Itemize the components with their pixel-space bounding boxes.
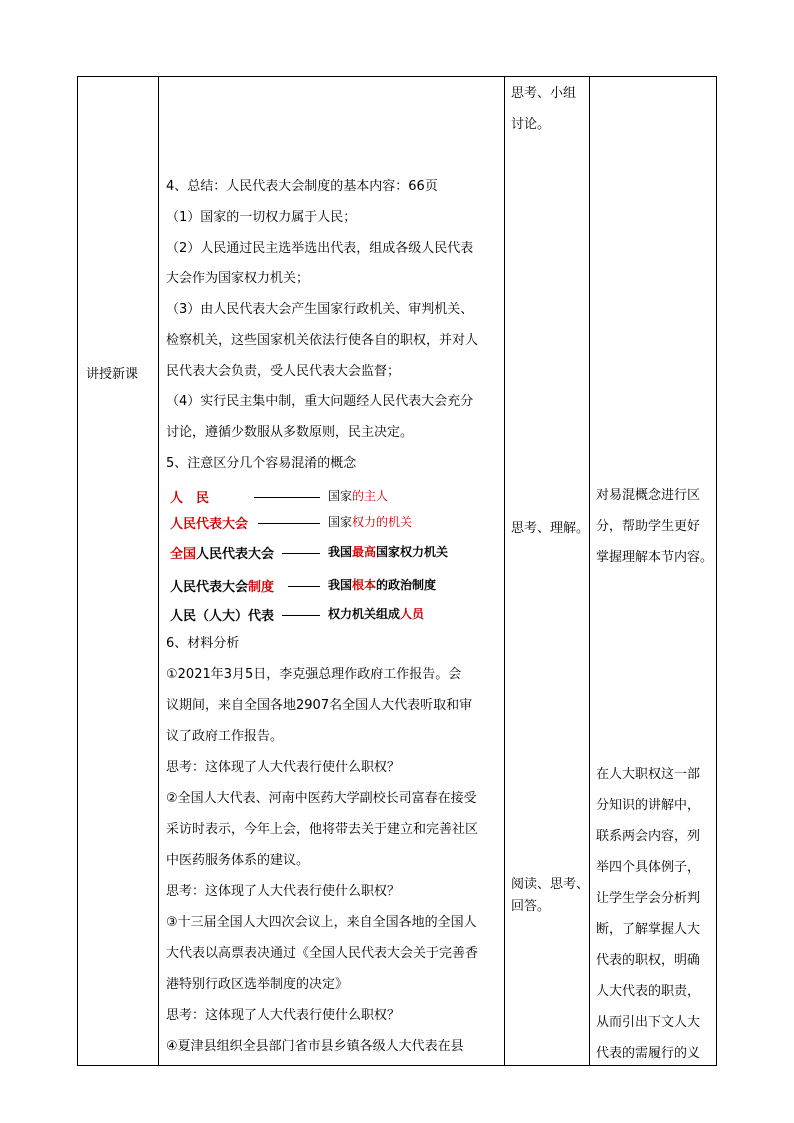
content-line: 中医药服务体系的建议。	[166, 853, 310, 868]
content-line: 检察机关，这些国家机关依法行使各自的职权，并对人	[166, 333, 479, 348]
stage-column	[78, 77, 158, 1065]
concept-definition: 国家权力的机关	[328, 515, 413, 529]
concept-connector-line	[282, 553, 320, 554]
student-activity-line: 思考、小组	[511, 86, 577, 101]
heading-5: 5、注意区分几个容易混淆的概念	[166, 456, 357, 471]
content-line: 港特别行政区选举制度的决定》	[166, 977, 349, 992]
design-note-line: 分，帮助学生更好	[596, 519, 701, 534]
design-note-line: 掌握理解本节内容。	[596, 550, 714, 565]
concept-definition: 国家的主人	[328, 489, 389, 503]
concept-connector-line	[288, 586, 320, 587]
content-line: 讨论，遵循少数服从多数原则，民主决定。	[166, 425, 414, 440]
content-line: （3）由人民代表大会产生国家行政机关、审判机关、	[166, 302, 474, 317]
content-line: 思考：这体现了人大代表行使什么职权？	[166, 1008, 401, 1023]
student-activity-line: 回答。	[511, 899, 551, 914]
design-note-line: 让学生学会分析判	[596, 891, 701, 906]
design-note-line: 断，了解掌握人大	[596, 922, 701, 937]
design-note-line: 举四个具体例子，	[596, 860, 701, 875]
concept-connector-line	[282, 615, 320, 616]
content-line: ②全国人大代表、河南中医药大学副校长司富春在接受	[166, 791, 477, 806]
concept-connector-line	[258, 523, 320, 524]
concept-term: 全国人民代表大会	[170, 547, 275, 562]
content-column	[158, 77, 504, 1065]
concept-term: 人民代表大会制度	[170, 580, 275, 595]
content-line: ①2021年3月5日，李克强总理作政府工作报告。会	[166, 667, 462, 682]
design-note-line: 对易混概念进行区	[596, 488, 701, 503]
concept-term: 人 民	[170, 491, 210, 506]
lesson-table	[77, 76, 717, 1066]
content-line: 议期间，来自全国各地2907名全国人大代表听取和审	[166, 698, 473, 713]
student-activity-line: 思考、理解。	[511, 521, 590, 536]
content-line: （1）国家的一切权力属于人民；	[166, 210, 357, 225]
content-line: ④夏津县组织全县部门省市县乡镇各级人大代表在县	[166, 1039, 464, 1054]
content-line: （4）实行民主集中制，重大问题经人民代表大会充分	[166, 394, 474, 409]
content-line: 民代表大会负责，受人民代表大会监督；	[166, 364, 401, 379]
design-note-line: 代表的需履行的义	[596, 1046, 701, 1061]
concept-definition: 我国根本的政治制度	[328, 578, 437, 592]
concept-term: 人民（人大）代表	[170, 609, 275, 624]
design-note-line: 代表的职权，明确	[596, 953, 701, 968]
content-line: 思考：这体现了人大代表行使什么职权？	[166, 884, 401, 899]
concept-connector-line	[254, 497, 320, 498]
concept-definition: 我国最高国家权力机关	[328, 545, 449, 559]
concept-term: 人民代表大会	[170, 517, 249, 532]
content-line: 思考：这体现了人大代表行使什么职权？	[166, 760, 401, 775]
content-line: 大代表以高票表决通过《全国人民代表大会关于完善香	[166, 946, 479, 961]
content-line: 采访时表示，今年上会，他将带去关于建立和完善社区	[166, 822, 479, 837]
row-label: 讲授新课	[86, 367, 139, 382]
heading-6: 6、材料分析	[166, 636, 240, 651]
student-activity-line: 讨论。	[511, 117, 551, 132]
design-intent-column	[589, 77, 716, 1065]
design-note-line: 从而引出下文人大	[596, 1015, 701, 1030]
design-note-line: 在人大职权这一部	[596, 767, 701, 782]
content-line: 大会作为国家权力机关；	[166, 271, 310, 286]
design-note-line: 分知识的讲解中，	[596, 798, 701, 813]
concept-definition: 权力机关组成人员	[328, 607, 425, 621]
design-note-line: 联系两会内容，列	[596, 829, 701, 844]
student-activity-column	[504, 77, 589, 1065]
content-line: （2）人民通过民主选举选出代表，组成各级人民代表	[166, 241, 474, 256]
heading-4: 4、总结：人民代表大会制度的基本内容：66页	[166, 179, 438, 194]
design-note-line: 人大代表的职责，	[596, 984, 701, 999]
content-line: 议了政府工作报告。	[166, 729, 284, 744]
content-line: ③十三届全国人大四次会议上，来自全国各地的全国人	[166, 915, 477, 930]
student-activity-line: 阅读、思考、	[511, 877, 590, 892]
